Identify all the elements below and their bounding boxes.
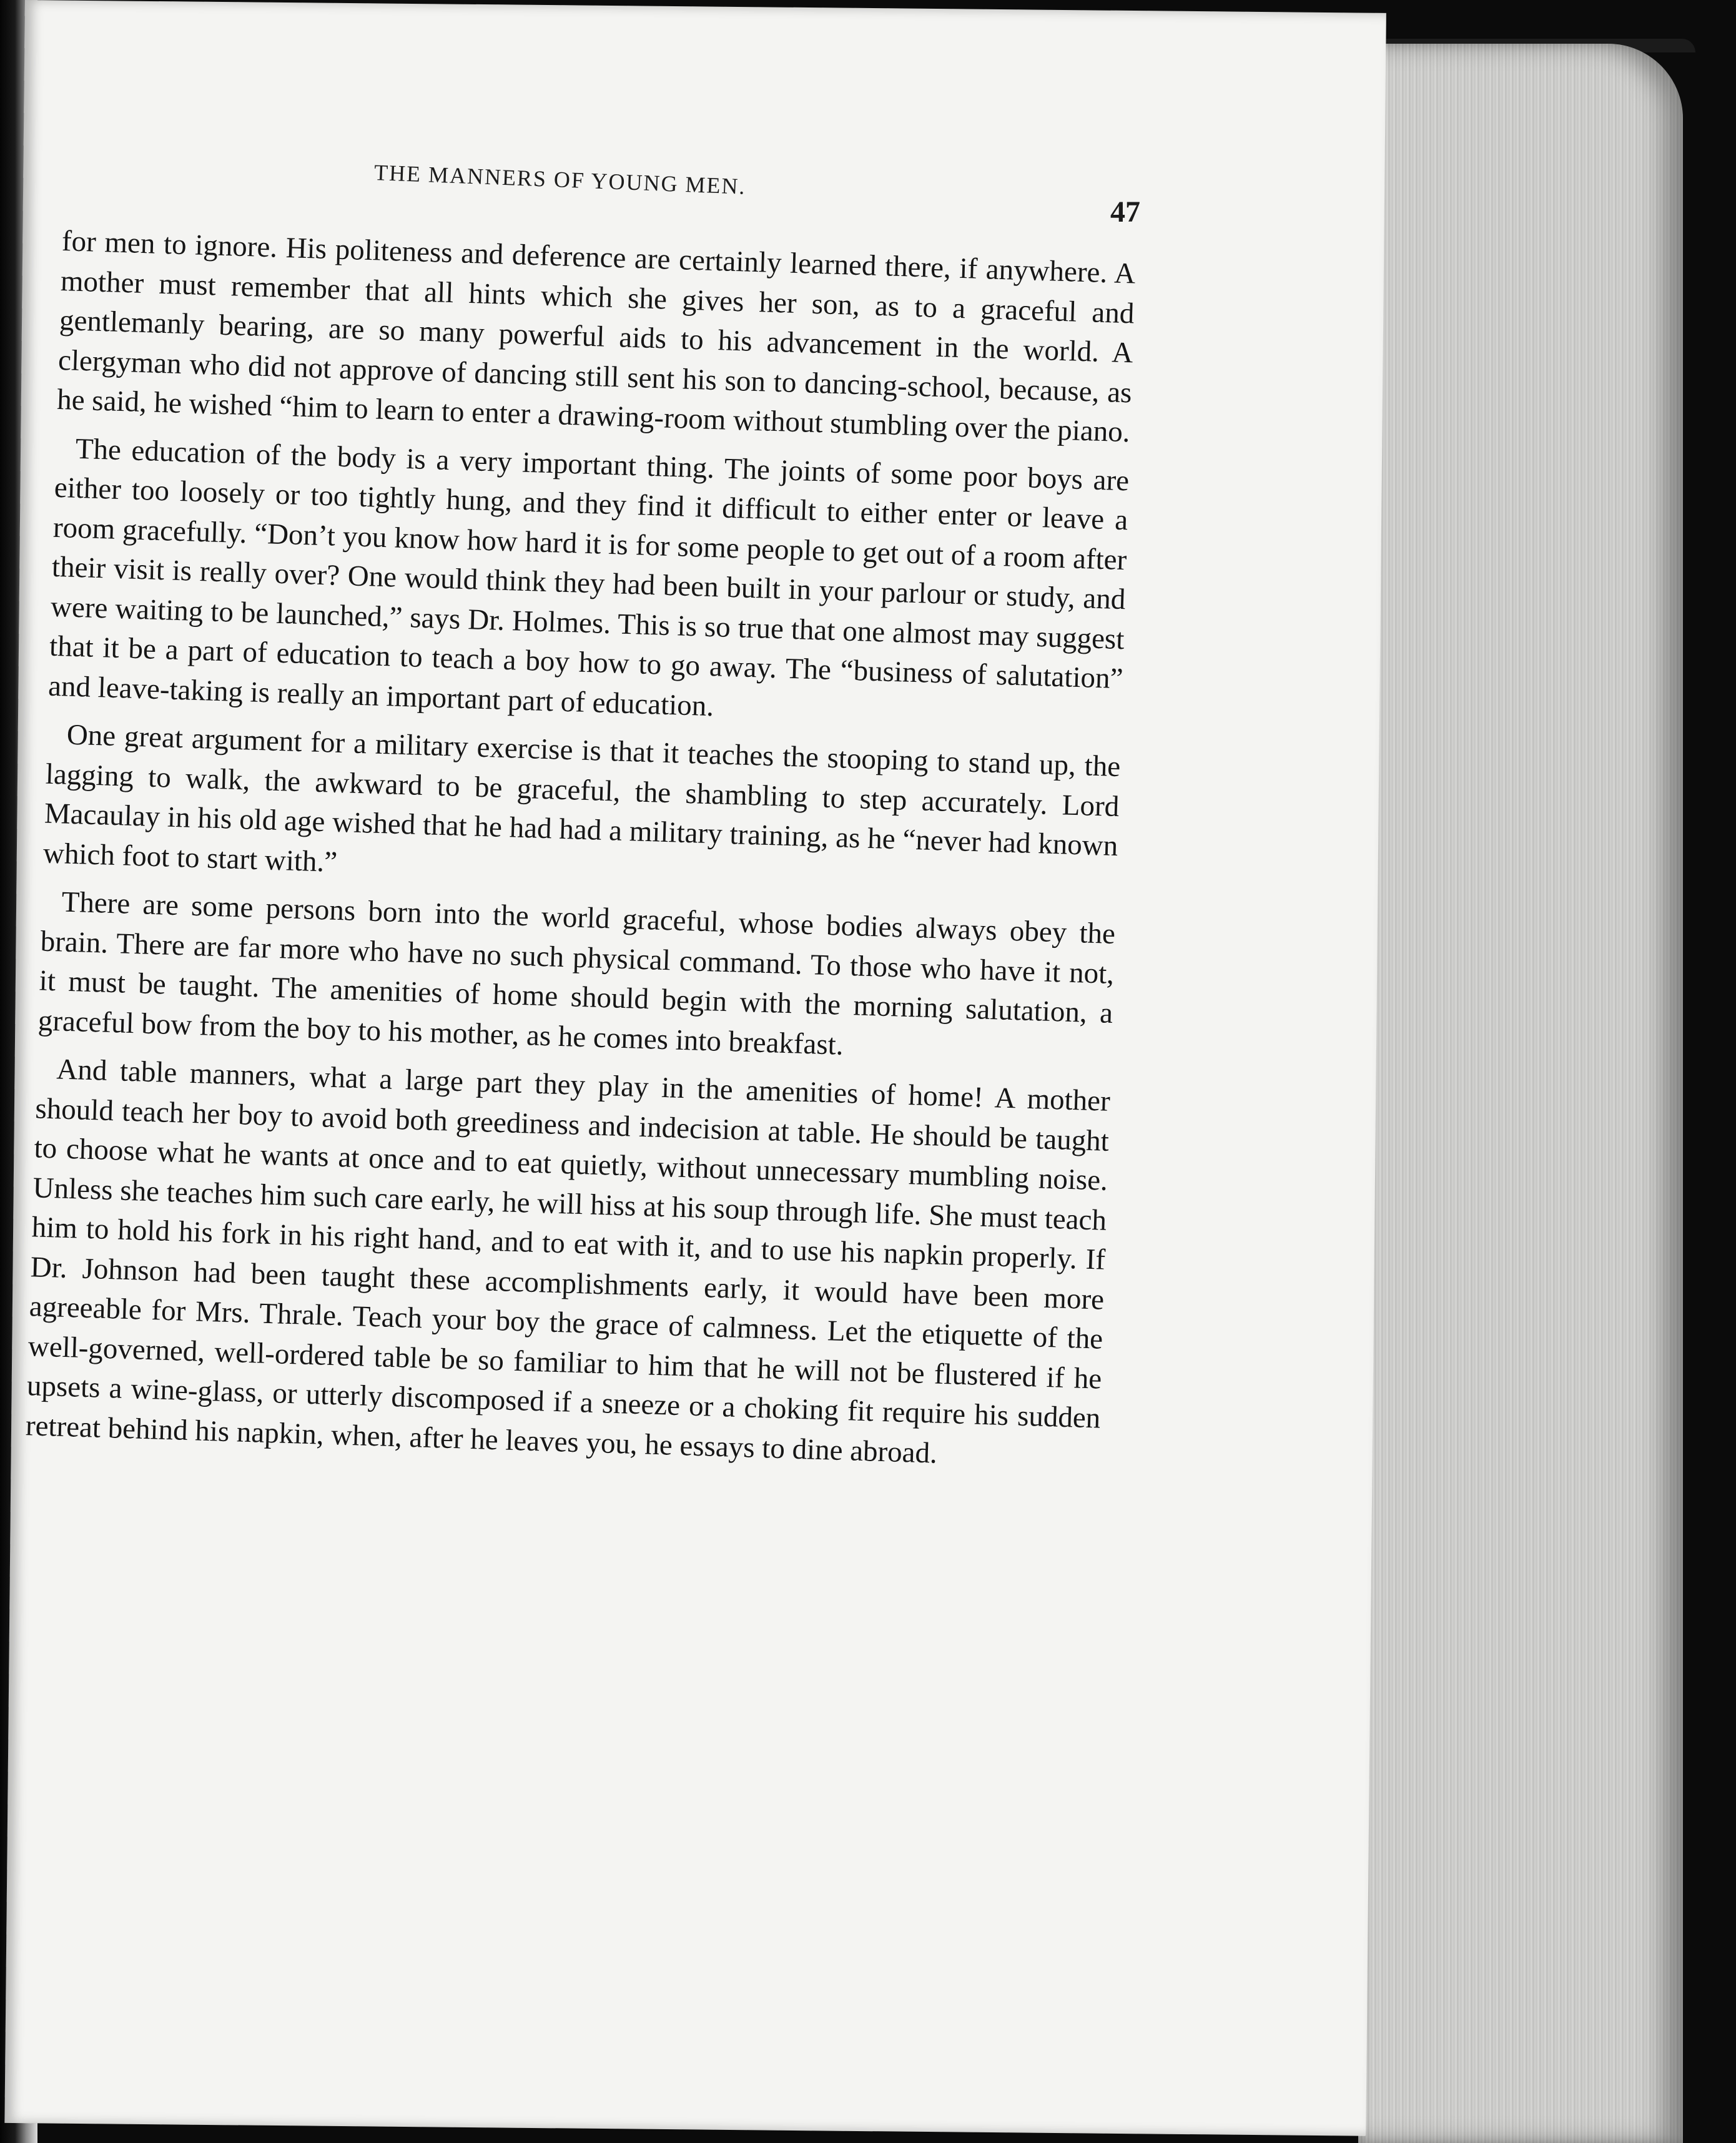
paragraph: for men to ignore. His politeness and deference are certainly learned there, if anywhere. A mother must remember that all hints which she gives her son, as to a graceful and gentlemanly bearing, are so many powerful aids to his advancement in the world. A clergyman who did not approve of dancing still sent his son to dancing-school, because, as he said, he wished “him to learn to enter a drawing-room without stumbling over the piano. xyxy=(56,224,1137,449)
paragraph: There are some persons born into the world graceful, whose bodies always obey the brain. There are far more who have no such physical command. To those who have it not, it must be taught. The amenities of home should begin with the morning salutation, a graceful bow from the boy to his mother, as he comes into breakfast. xyxy=(37,885,1116,1062)
body-text xyxy=(25,222,1137,1487)
page-stack-edge xyxy=(1358,44,1683,2143)
paragraph: The education of the body is a very important thing. The joints of some poor boys are either too loosely or too tightly hung, and they find it difficult to either enter or leave a room gracefully. “Don’t you know how hard it is for some people to get out of a room after their visit is really over? One would think they had been built in your parlour or study, and were waiting to be launched,” says Dr. Holmes. This is so true that one almost may suggest that it be a part of education to teach a boy how to go away. The “business of salutation” and leave-taking is really an important part of education. xyxy=(47,432,1130,722)
paragraph: And table manners, what a large part they play in the amenities of home! A mother should teach her boy to avoid both greediness and indecision at table. He should be taught to choose what he wants at once and to eat quietly, without unnecessary mumbling noise. Unless she teaches him such care early, he will hiss at his soup through life. She must teach him to hold his fork in his right hand, and to eat with it, and to use his napkin properly. If Dr. Johnson had been taught these accomplishments early, it would have been more agreeable for Mrs. Thrale. Teach your boy the grace of calmness. Let the etiquette of the well-governed, well-ordered table be so familiar to him that he will not be flustered if he upsets a wine-glass, or utterly discomposed if a sneeze or a choking fit require his sudden retreat behind his napkin, when, after he leaves you, he essays to dine abroad. xyxy=(25,1053,1111,1470)
paragraph: One great argument for a military exercise is that it teaches the stooping to stand up, the lagging to walk, the awkward to be graceful, the shambling to step accurately. Lord Macaulay in his old age wished that he had had a military training, as he “never had known which foot to start with.” xyxy=(42,718,1121,879)
running-head: THE MANNERS OF YOUNG MEN. xyxy=(373,159,747,199)
page-number: 47 xyxy=(1110,195,1140,229)
